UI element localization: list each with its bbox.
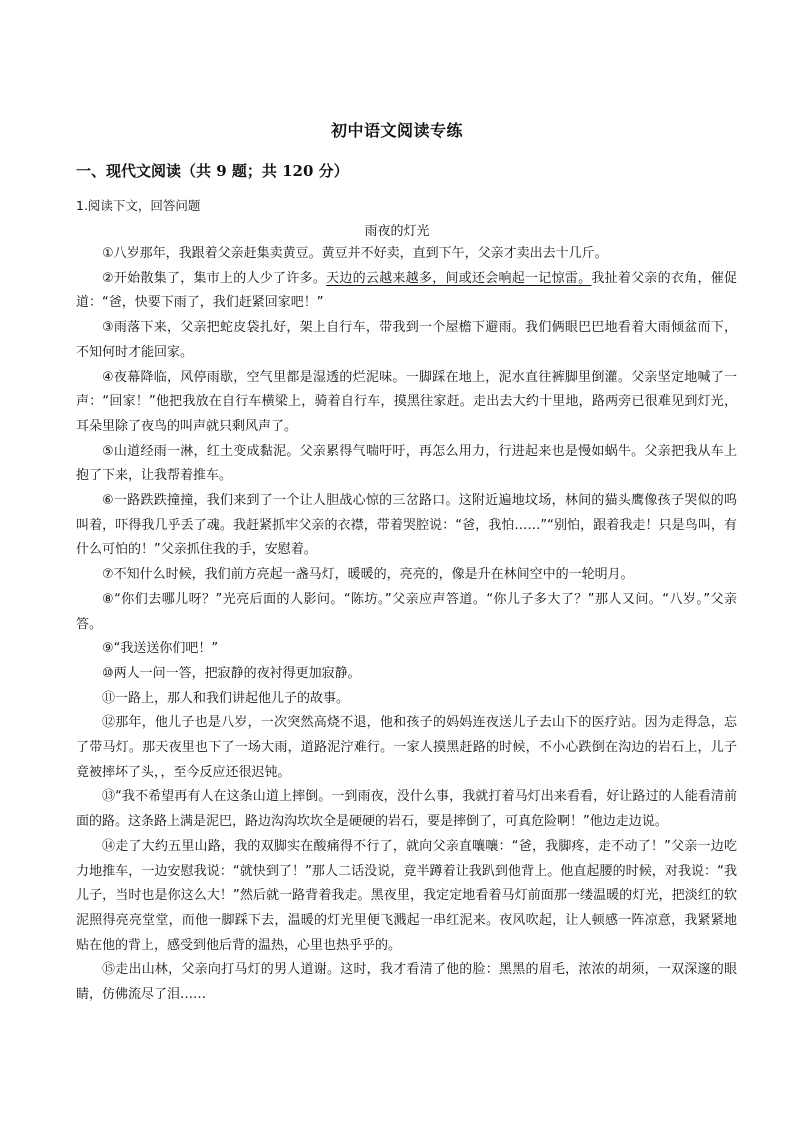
paragraph-14: ⑭走了大约五里山路，我的双脚实在酸痛得不行了，就向父亲直嚷嚷：“爸，我脚疼，走不动了！”父亲一边吃力地推车，一边安慰我说：“就快到了！”那人二话没说，竟半蹲着让我趴到他背上。他直起腰的时候，对我说：“我儿子，当时也是你这么大！”然后就一路背着我走。黑夜里，我定定地看着马灯前面那一缕温暖的灯光，把淡红的软泥照得亮亮堂堂，而他一脚踩下去，温暖的灯光里便飞溅起一串红泥来。夜风吹起，让人顿感一阵凉意，我紧紧地贴在他的背上，感受到他后背的温热，心里也热乎乎的。	[76, 838, 737, 953]
paragraph-6: ⑥一路跌跌撞撞，我们来到了一个让人胆战心惊的三岔路口。这附近遍地坟场，林间的猫头鹰像孩子哭似的呜叫着，吓得我几乎丢了魂。我赶紧抓牢父亲的衣襟，带着哭腔说：“爸，我怕……”“别怕，跟着我走！只是鸟叫，有什么可怕的！”父亲抓住我的手，安慰着。	[76, 493, 737, 558]
paragraph-10: ⑩两人一问一答，把寂静的夜衬得更加寂静。	[102, 665, 361, 681]
paragraph-5: ⑤山道经雨一淋，红土变成黏泥。父亲累得气喘吁吁，再怎么用力，行进起来也是慢如蜗牛。父亲把我从车上抱了下来，让我帮着推车。	[76, 443, 737, 484]
section-heading: 一、现代文阅读（共 9 题；共 120 分）	[76, 162, 349, 180]
paragraph-2-text-end: 我扯着父亲的衣角，催促道：“爸，快要下雨了，我们赶紧回家吧！”	[76, 270, 737, 311]
paragraph-12: ⑫那年，他儿子也是八岁，一次突然高烧不退，他和孩子的妈妈连夜送儿子去山下的医疗站。因为走得急，忘了带马灯。那天夜里也下了一场大雨，道路泥泞难行。一家人摸黑赶路的时候，不小心跌倒在沟边的岩石上，儿子竟被摔坏了头，，至今反应还很迟钝。	[76, 715, 737, 780]
passage-body	[76, 242, 737, 1008]
paragraph-7: ⑦不知什么时候，我们前方亮起一盏马灯，暖暖的，亮亮的，像是升在林间空中的一轮明月。	[102, 567, 634, 583]
paragraph-4: ④夜幕降临，风停雨歇，空气里都是湿透的烂泥味。一脚踩在地上，泥水直往裤脚里倒灌。父亲坚定地喊了一声：“回家！”他把我放在自行车横梁上，骑着自行车，摸黑往家赶。走出去大约十里地，路两旁已很难见到灯光，耳朵里除了夜鸟的叫声就只剩风声了。	[76, 369, 737, 434]
passage-title: 雨夜的灯光	[364, 224, 430, 239]
paragraph-13: ⑬“我不希望再有人在这条山道上摔倒。一到雨夜，没什么事，我就打着马灯出来看看，好让路过的人能看清前面的路。这条路上满是泥巴，路边沟沟坎坎全是硬硬的岩石，要是摔倒了，可真危险啊！”他边走边说。	[76, 789, 737, 830]
document-title: 初中语文阅读专练	[330, 121, 463, 140]
paragraph-2	[76, 267, 737, 316]
paragraph-2-text: ②开始散集了，集市上的人少了许多。	[102, 270, 327, 286]
paragraph-1: ①八岁那年，我跟着父亲赶集卖黄豆。黄豆并不好卖，直到下午，父亲才卖出去十几斤。	[102, 246, 608, 261]
paragraph-11: ⑪一路上，那人和我们讲起他儿子的故事。	[102, 690, 350, 706]
underlined-sentence: 天边的云越来越多，间或还会响起一记惊雷。	[326, 270, 592, 286]
paragraph-9: ⑨“我送送你们吧！”	[102, 641, 219, 657]
paragraph-8: ⑧“你们去哪儿呀？”光亮后面的人影问。“陈坊。”父亲应声答道。“你儿子多大了？”那人又问。“八岁。”父亲答。	[76, 591, 737, 632]
paragraph-3: ③雨落下来，父亲把蛇皮袋扎好，架上自行车，带我到一个屋檐下避雨。我们俩眼巴巴地看着大雨倾盆而下，不知何时才能回家。	[76, 320, 737, 360]
question-prompt: 1.阅读下文，回答问题	[76, 198, 201, 213]
paragraph-15: ⑮走出山林，父亲向打马灯的男人道谢。这时，我才看清了他的脸：黑黑的眉毛，浓浓的胡须，一双深邃的眼睛，仿佛流尽了泪……	[76, 962, 737, 1003]
